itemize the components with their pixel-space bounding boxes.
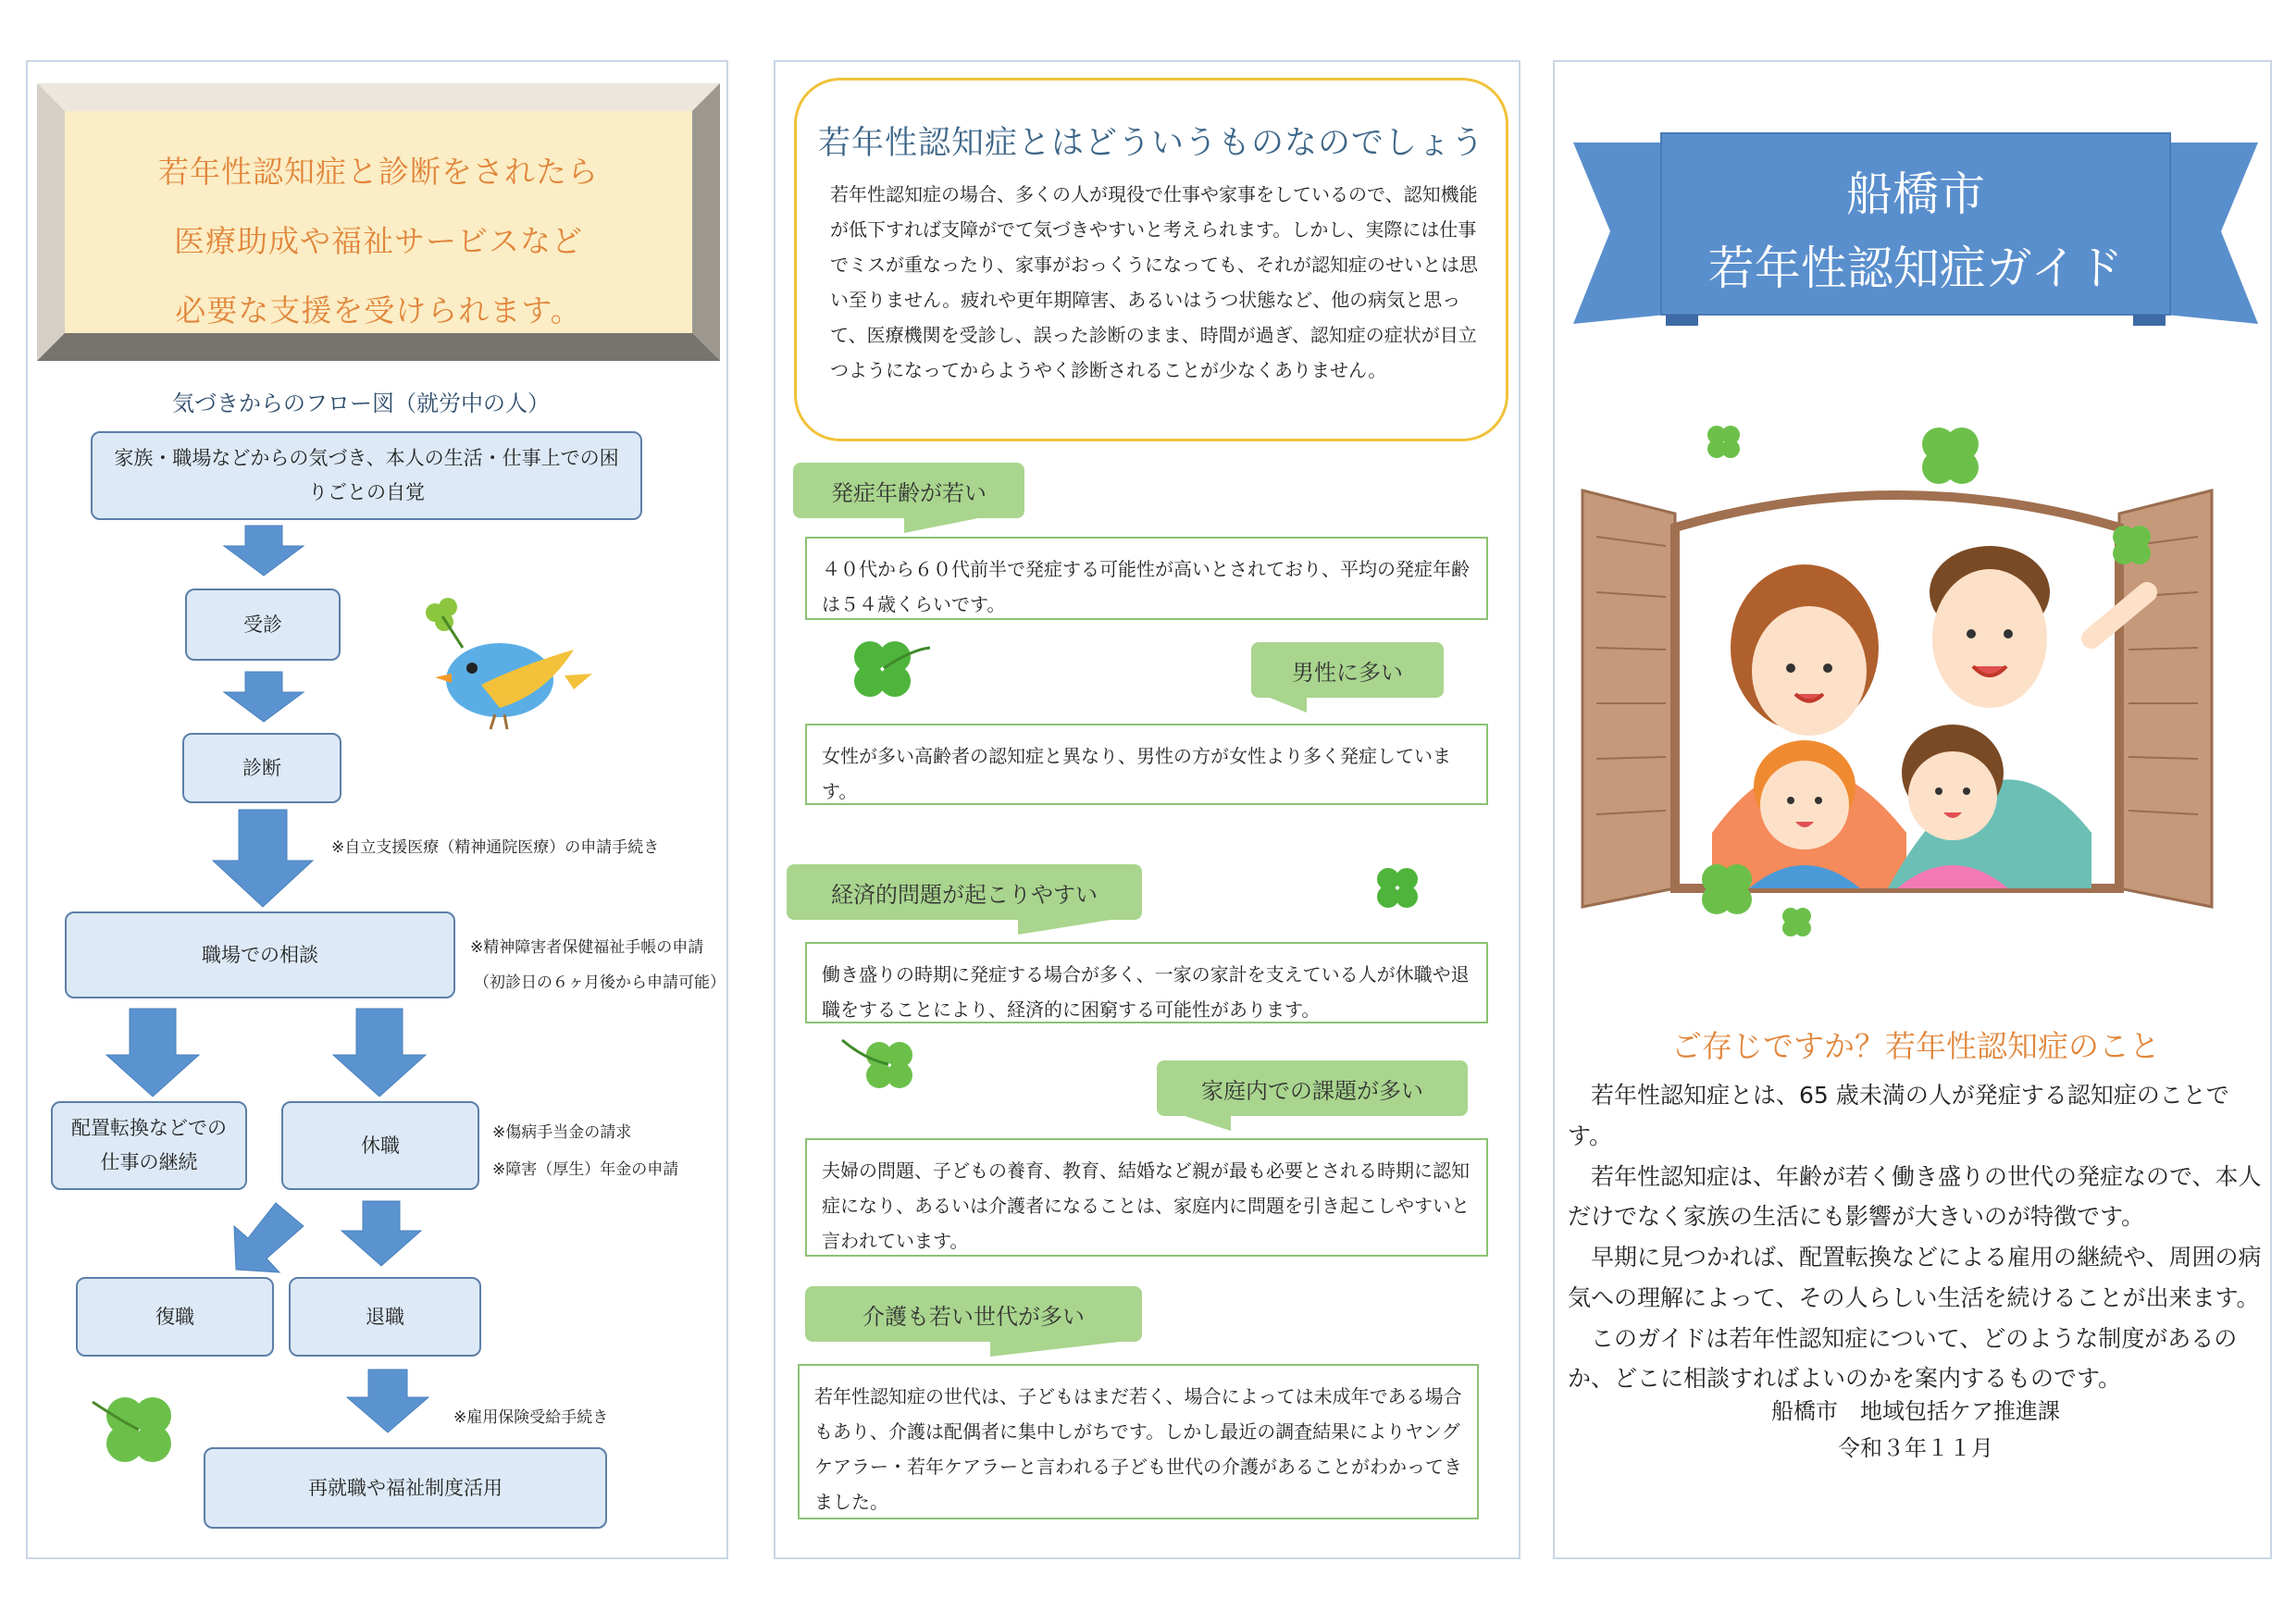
arrow-down-icon — [347, 1370, 428, 1432]
clover-icon — [83, 1383, 194, 1485]
headline-line-1: 若年性認知症と診断をされたら — [158, 154, 599, 190]
arrow-down-icon — [213, 810, 313, 907]
guide-title-line-2: 若年性認知症ガイド — [1707, 242, 2124, 295]
intro-paragraph: 若年性認知症は、年齢が若く働き盛りの世代の発症なので、本人だけでなく家族の生活にも影響が大きいのが特徴です。 — [1568, 1162, 2262, 1231]
tag-family-issues — [1157, 1060, 1468, 1116]
arrow-down-icon — [224, 526, 304, 576]
text-economic: 働き盛りの時期に発症する場合が多く、一家の家計を支えている人が休職や退職をすることにより、経済的に困窮する可能性があります。 — [805, 942, 1488, 1023]
flow-arrows — [0, 0, 740, 1573]
arrow-down-icon — [341, 1201, 421, 1266]
tag-more-men — [1251, 642, 1444, 698]
note-handbook-sub: （初診日の６ヶ月後から申請可能） — [474, 973, 726, 992]
bird-icon — [407, 592, 602, 740]
flow-box-diagnosis-label: 診断 — [242, 756, 281, 779]
intro-question-box — [794, 78, 1508, 441]
flow-box-consult-label: 受診 — [243, 613, 282, 636]
flow-box-transfer-label: 配置転換などでの仕事の継続 — [71, 1117, 227, 1173]
tag-young-carers-label: 介護も若い世代が多い — [863, 1303, 1085, 1330]
flow-box-leave-label: 休職 — [361, 1134, 400, 1157]
text-young-carers: 若年性認知症の世代は、子どもはまだ若く、場合によっては未成年である場合もあり、介護は配偶者に集中しがちです。しかし最近の調査結果によりヤングケアラー・若年ケアラーと言われる子ども世代の介護があることがわかってきました。 — [798, 1364, 1479, 1519]
intro-question-title: 若年性認知症とはどういうものなのでしょう — [817, 125, 1484, 162]
note-handbook: ※精神障害者保健福祉手帳の申請 — [470, 938, 704, 957]
tag-family-issues-label: 家庭内での課題が多い — [1201, 1077, 1423, 1104]
intro-paragraphs — [1568, 1075, 2271, 1399]
flow-box-reemploy-label: 再就職や福祉制度活用 — [308, 1476, 503, 1499]
publish-date: 令和３年１１月 — [1838, 1435, 1993, 1461]
note-unemployment: ※雇用保険受給手続き — [453, 1408, 609, 1427]
arrow-down-icon — [333, 1009, 426, 1097]
text-more-men: 女性が多い高齢者の認知症と異なり、男性の方が女性より多く発症しています。 — [805, 724, 1488, 805]
note-medical: ※自立支援医療（精神通院医療）の申請手続き — [331, 838, 660, 857]
text-family-issues: 夫婦の問題、子どもの養育、教育、結婚など親が最も必要とされる時期に認知症になり、あるいは介護者になることは、家庭内に問題を引き起こしやすいと言われています。 — [805, 1138, 1488, 1257]
flow-box-resign-label: 退職 — [366, 1305, 404, 1328]
arrow-down-icon — [106, 1009, 199, 1097]
flow-box-workplace-label: 職場での相談 — [202, 943, 318, 966]
headline-line-2: 医療助成や福祉サービスなど — [174, 223, 583, 259]
clover-icon — [833, 1027, 925, 1101]
guide-title-line-1: 船橋市 — [1846, 167, 1985, 221]
note-sickness: ※傷病手当金の請求 — [492, 1123, 632, 1142]
flow-box-return-label: 復職 — [155, 1305, 194, 1328]
clover-icon — [1365, 856, 1430, 916]
do-you-know-heading: ご存じですか？若年性認知症のこと — [1671, 1028, 2160, 1064]
headline-line-3: 必要な支援を受けられます。 — [175, 292, 582, 329]
tag-economic — [787, 864, 1142, 920]
guide-title — [1666, 157, 2166, 305]
intro-paragraph: 若年性認知症とは、65 歳未満の人が発症する認知症のことです。 — [1568, 1082, 2229, 1149]
flow-title: 気づきからのフロー図（就労中の人） — [172, 391, 550, 416]
family-window-illustration — [1573, 407, 2221, 962]
tag-onset-age-label: 発症年齢が若い — [831, 479, 987, 506]
flow-box-awareness-label: 家族・職場などからの気づき、本人の生活・仕事上での困りごとの自覚 — [114, 447, 619, 503]
arrow-down-icon — [224, 672, 304, 722]
note-pension: ※障害（厚生）年金の申請 — [492, 1160, 679, 1179]
intro-paragraph: このガイドは若年性認知症について、どのような制度があるのか、どこに相談すればよいのかを案内するものです。 — [1568, 1324, 2238, 1393]
tag-onset-age — [793, 463, 1024, 518]
intro-question-body: 若年性認知症の場合、多くの人が現役で仕事や家事をしているので、認知機能が低下すれば支障がでて気づきやすいと考えられます。しかし、実際には仕事でミスが重なったり、家事がおっくうになっても、それが認知症のせいとは思い至りません。疲れや更年期障害、あるいはうつ状態など、他の病気と思って、医療機関を受診し、誤った診断のまま、時間が過ぎ、認知症の症状が目立つようになってからようやく診断されることが少なくありません。 — [830, 183, 1478, 381]
intro-paragraph: 早期に見つかれば、配置転換などによる雇用の継続や、周囲の病気への理解によって、その人らしい生活を続けることが出来ます。 — [1568, 1244, 2262, 1311]
department-name: 船橋市 地域包括ケア推進課 — [1771, 1398, 2060, 1424]
arrow-diagonal-icon — [234, 1203, 304, 1272]
tag-economic-label: 経済的問題が起こりやすい — [831, 881, 1098, 908]
clover-icon — [838, 622, 939, 714]
text-onset-age: ４０代から６０代前半で発症する可能性が高いとされており、平均の発症年齢は５４歳くらいです。 — [805, 537, 1488, 620]
tag-young-carers — [805, 1286, 1142, 1342]
tag-more-men-label: 男性に多い — [1292, 659, 1403, 686]
